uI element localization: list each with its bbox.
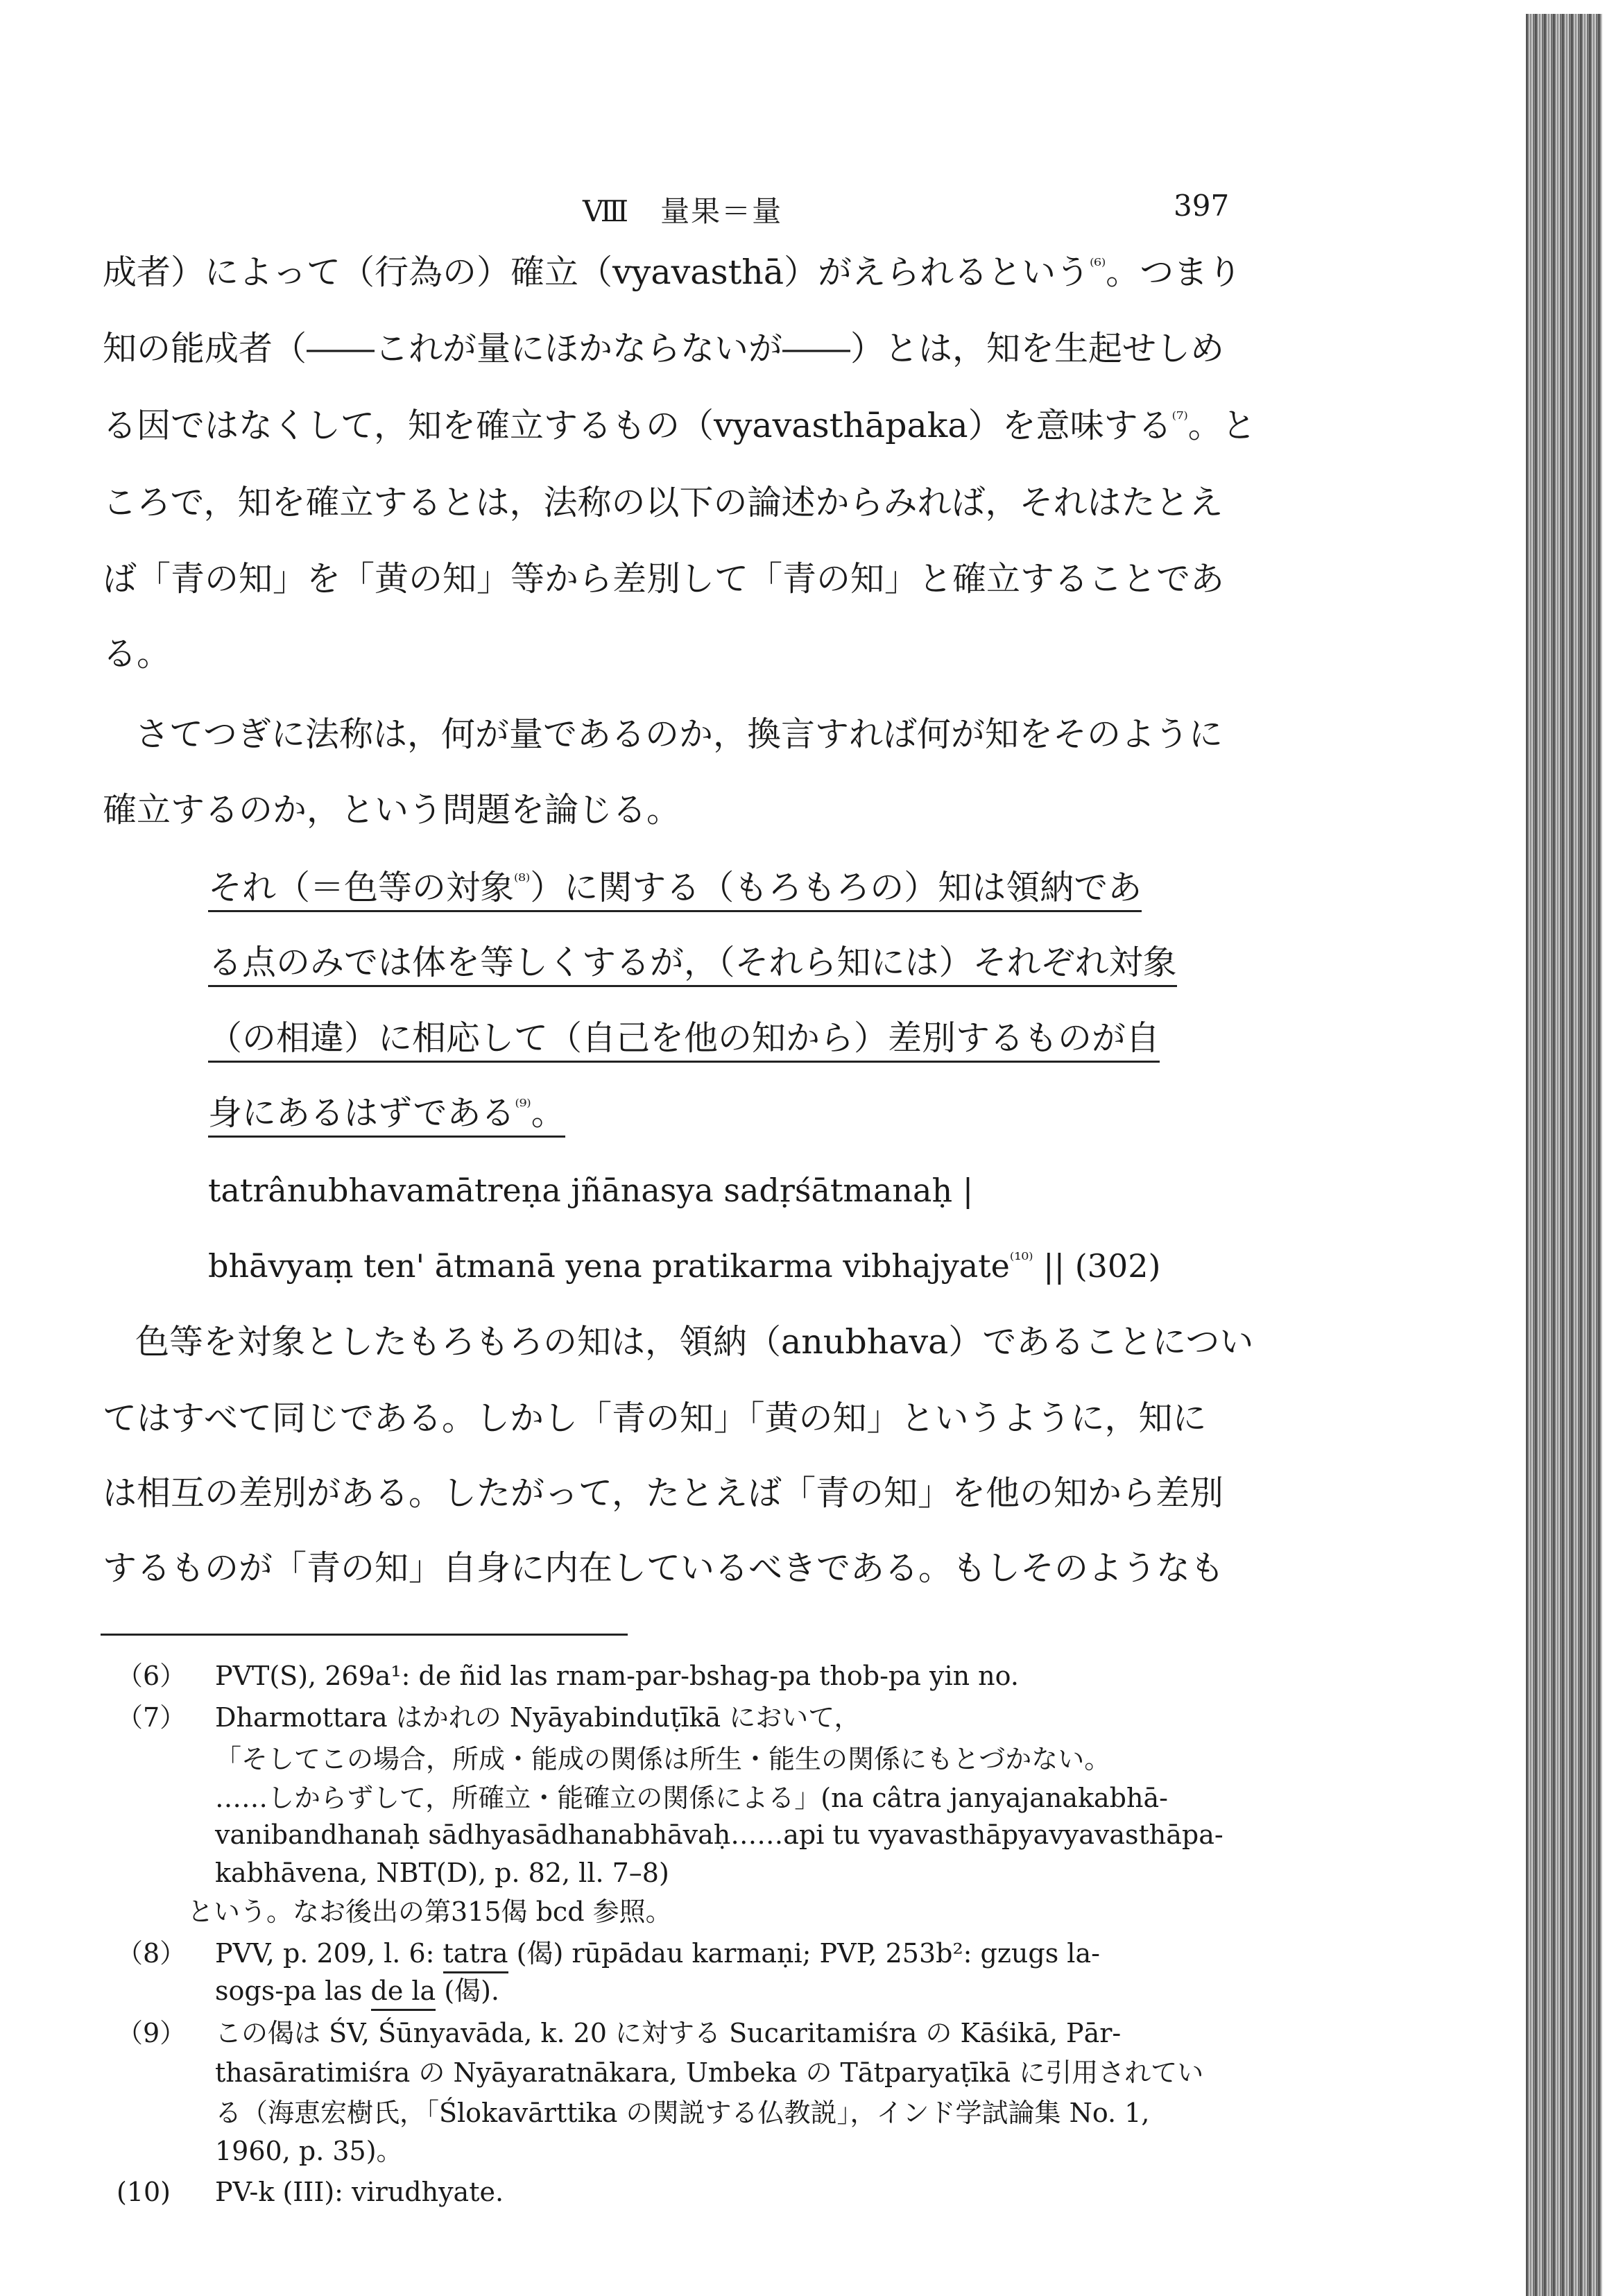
footnote-ref: ⁽⁹⁾ bbox=[515, 1096, 531, 1117]
sanskrit-verse-line: tatrânubhavamātreṇa jñānasya sadṛśātmanaḥ | bbox=[208, 1172, 974, 1209]
book-binding-edge bbox=[1526, 14, 1602, 2296]
body-line: ば「青の知」を「黄の知」等から差別して「青の知」と確立することであ bbox=[103, 559, 1225, 599]
quote-line: 身にあるはずである$^{^{(9)}}$。 bbox=[208, 1096, 565, 1130]
footnote-number: (10) bbox=[117, 2177, 171, 2207]
body-line: 成者）によって（行為の）確立（vyavasthā）がえられるという$^{^{(6)}}$。つまり bbox=[103, 252, 1242, 292]
footnote-number: （8） bbox=[117, 1938, 187, 1969]
body-line: は相互の差別がある。したがって，たとえば「青の知」を他の知から差別 bbox=[103, 1473, 1224, 1513]
quote-line: （の相違）に相応して（自己を他の知から）差別するものが自 bbox=[208, 1021, 1160, 1055]
body-line: てはすべて同じである。しかし「青の知」「黄の知」というように，知に bbox=[103, 1398, 1207, 1438]
quote-line: る点のみでは体を等しくするが，（それら知には）それぞれ対象 bbox=[208, 945, 1177, 979]
footnote-ref: ⁽⁷⁾ bbox=[1171, 409, 1188, 430]
footnote-ref: ⁽⁸⁾ bbox=[514, 871, 531, 892]
body-line: 色等を対象としたもろもろの知は，領納（anubhava）であることについ bbox=[135, 1322, 1254, 1362]
body-line: 知の能成者（――これが量にほかならないが――）とは，知を生起せしめ bbox=[103, 329, 1225, 368]
body-line: る。 bbox=[103, 634, 171, 674]
page-number: 397 bbox=[1174, 189, 1230, 223]
body-line: さてつぎに法称は，何が量であるのか，換言すれば何が知をそのように bbox=[135, 714, 1223, 754]
footnote-number: （7） bbox=[117, 1702, 187, 1733]
footnote-divider bbox=[101, 1634, 628, 1636]
body-line: 確立するのか，という問題を論じる。 bbox=[103, 790, 681, 830]
running-header-chapter: Ⅷ 量果＝量 bbox=[583, 194, 783, 228]
footnote-ref: ⁽¹⁰⁾ bbox=[1009, 1249, 1033, 1271]
body-line: ころで，知を確立するとは，法称の以下の論述からみれば，それはたとえ bbox=[103, 483, 1223, 522]
footnote-ref: ⁽⁶⁾ bbox=[1090, 255, 1106, 277]
body-line: る因ではなくして，知を確立するもの（vyavasthāpaka）を意味する$^{^{(7)}}$。と bbox=[103, 406, 1256, 445]
quote-line: それ（＝色等の対象$^{^{(8)}}$）に関する（もろもろの）知は領納であ bbox=[208, 871, 1142, 905]
sanskrit-verse-line: bhāvyaṃ ten' ātmanā yena pratikarma vibhajyate$^{^{(10)}}$ || (302) bbox=[208, 1247, 1161, 1285]
footnote-number: （6） bbox=[117, 1661, 187, 1691]
book-page: Ⅷ 量果＝量 397 成者）によって（行為の）確立（vyavasthā）がえられるという$^{^{(6)}}$。つまり 知の能成者（――これが量にほかならないが――）とは，知を生起せしめ る因ではなくして，知を確立するもの（vyavasthāpaka）を意味する$^{^{(7)}}$。と ころで，知を確立するとは，法称の以下の論述からみれば，それはたとえ ば「青の知」を「黄の知」等から差別して「青の知」と確立することであ る。 さてつぎに法称は，何が量であるのか，換言すれば何が知をそのように 確立するのか，という問題を論じる。 それ（＝色等の対象$^{^{(8)}}$）に関する（もろもろの）知は領納であ る点のみでは体を等しくするが，（それら知には）それぞれ対象 （の相違）に相応して（自己を他の知から）差別するものが自 身にあるはずである$^{^{(9)}}$。 tatrânubhavamātreṇa jñānasya sadṛśātmanaḥ | bhāvyaṃ ten' ātmanā yena pratikarma vibhajyate$^{^{(10)}}$ || (302) 色等を対象としたもろもろの知は，領納（anubhava）であることについ てはすべて同じである。しかし「青の知」「黄の知」というように，知に は相互の差別がある。したがって，たとえば「青の知」を他の知から差別 するものが「青の知」自身に内在しているべきである。もしそのようなも （6） PVT(S), 269a¹: de ñid las rnam-par-bshag-pa thob-pa yin no. （7） Dharmottara はかれの Nyāyabinduṭīkā において， 「そしてこの場合，所成・能成の関係は所生・能生の関係にもとづかない。 ……しからずして，所確立・能確立の関係による」(na câtra janyajanakabhā- vanibandhanaḥ sādhyasādhanabhāvaḥ……api tu vyavasthāpyavyavasthāpa- kabhāvena, NBT(D), p. 82, ll. 7–8) という。なお後出の第315偈 bcd 参照。 （8） PVV, p. 209, l. 6: tatra (偈) rūpādau karmaṇi; PVP, 253b²: gzugs la- sogs-pa las de la (偈). （9） この偈は ŚV, Śūnyavāda, k. 20 に対する Sucaritamiśra の Kāśikā, Pār- thasāratimiśra の Nyāyaratnākara, Umbeka の Tātparyaṭīkā に引用されてい る（海恵宏樹氏，「Ślokavārttika の関説する仏教説」，インド学試論集 No. 1, 1960, p. 35)。 (10) PV-k (III): virudhyate. bbox=[0, 0, 1623, 2296]
footnote-number: （9） bbox=[117, 2018, 187, 2048]
body-line: するものが「青の知」自身に内在しているべきである。もしそのようなも bbox=[103, 1548, 1225, 1588]
